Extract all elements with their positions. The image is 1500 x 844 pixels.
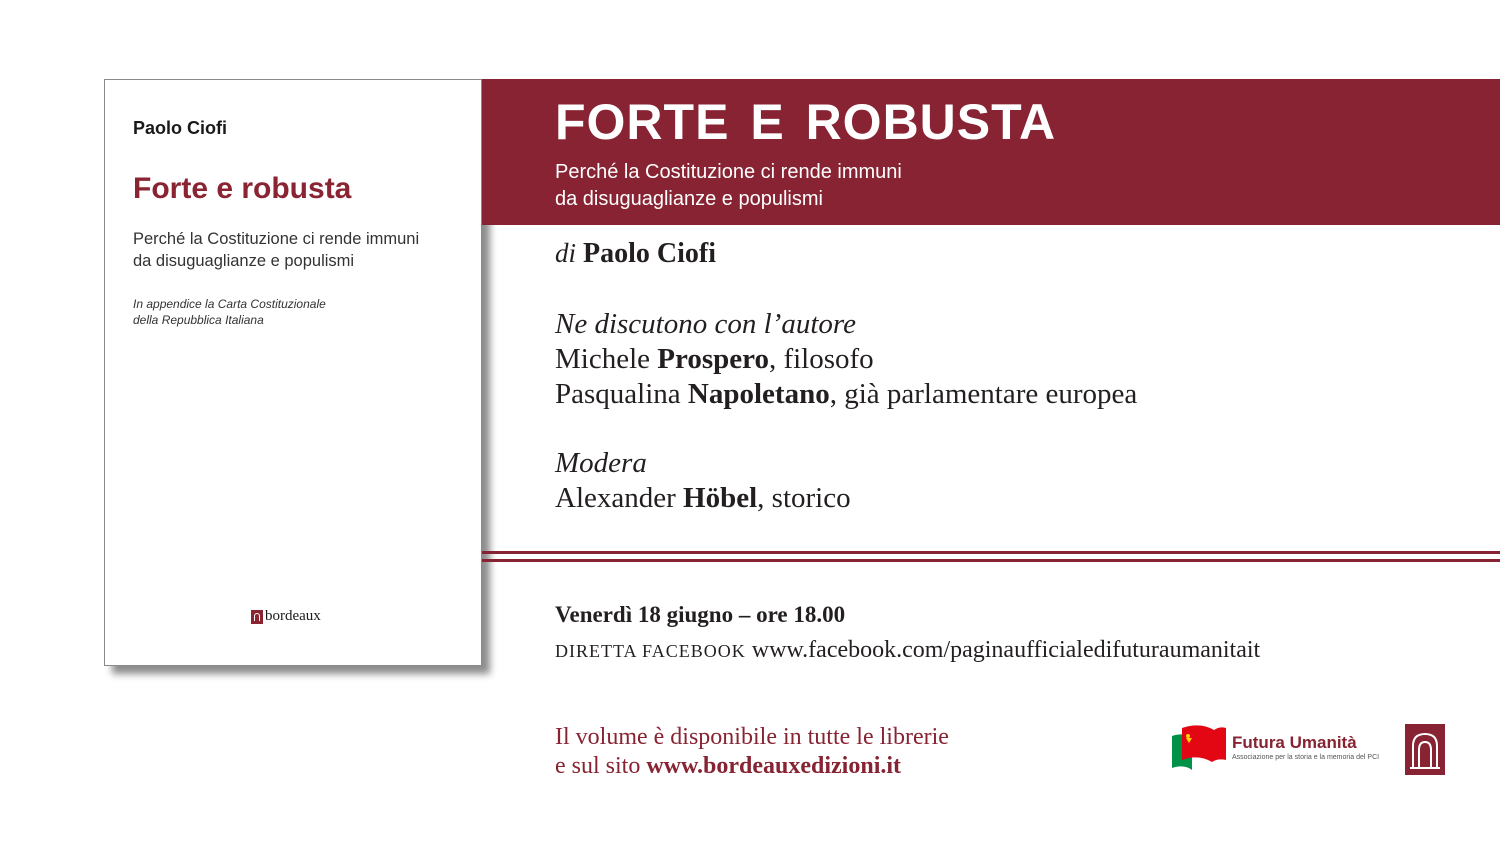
speaker-last-name: Prospero xyxy=(657,343,769,375)
publisher-site-link[interactable]: www.bordeauxedizioni.it xyxy=(646,753,902,779)
speaker-first-name: Pasqualina xyxy=(555,378,688,410)
book-author: Paolo Ciofi xyxy=(133,118,227,138)
event-subtitle-line: da disuguaglianze e populismi xyxy=(555,188,823,210)
event-title: FORTE E ROBUSTA xyxy=(555,94,1057,150)
book-subtitle-line: da disuguaglianze e populismi xyxy=(133,252,355,270)
speaker-last-name: Napoletano xyxy=(687,378,830,410)
divider-rule xyxy=(482,559,1500,562)
moderator-line xyxy=(555,482,851,515)
byline-author: Paolo Ciofi xyxy=(583,238,717,269)
speaker-role: , filosofo xyxy=(768,343,874,375)
live-info xyxy=(555,637,1260,664)
speaker-line xyxy=(555,343,874,376)
flag-icon xyxy=(1170,722,1227,772)
futura-name: Futura Umanità xyxy=(1232,733,1357,752)
book-note-line: della Repubblica Italiana xyxy=(133,313,264,327)
speaker-role: , già parlamentare europea xyxy=(829,378,1138,410)
availability-line xyxy=(555,752,949,781)
speaker-first-name: Michele xyxy=(555,343,658,375)
book-note-line: In appendice la Carta Costituzionale xyxy=(133,297,326,311)
header-band xyxy=(482,79,1500,225)
book-subtitle xyxy=(133,228,463,272)
publisher-mark-icon xyxy=(251,610,263,624)
book-cover xyxy=(104,79,482,666)
moderator-role: , storico xyxy=(757,482,851,514)
live-url-link[interactable]: www.facebook.com/paginaufficialedifuturaumanitait xyxy=(751,637,1261,663)
bordeaux-logo-icon xyxy=(1405,724,1445,775)
book-subtitle-line: Perché la Costituzione ci rende immuni xyxy=(133,230,420,248)
divider-rule xyxy=(482,551,1500,554)
discussion-heading: Ne discutono con l’autore xyxy=(555,308,856,340)
publisher-name: bordeaux xyxy=(265,608,321,624)
speaker-line xyxy=(555,378,1137,411)
event-date: Venerdì 18 giugno – ore 18.00 xyxy=(555,602,846,627)
book-title: Forte e robusta xyxy=(133,172,352,205)
publisher-logo xyxy=(251,608,321,625)
book-note xyxy=(133,296,433,328)
availability-text xyxy=(555,723,949,781)
moderator-heading: Modera xyxy=(555,447,647,479)
moderator-first-name: Alexander xyxy=(555,482,684,514)
live-label: DIRETTA FACEBOOK xyxy=(555,641,746,661)
byline xyxy=(555,238,716,270)
byline-prefix: di xyxy=(555,238,577,268)
futura-umanita-logo xyxy=(1170,722,1379,772)
futura-tagline: Associazione per la storia e la memoria del PCI xyxy=(1232,754,1380,761)
availability-line: Il volume è disponibile in tutte le librerie xyxy=(555,724,949,750)
event-subtitle-line: Perché la Costituzione ci rende immuni xyxy=(555,161,902,183)
moderator-last-name: Höbel xyxy=(683,482,758,514)
event-subtitle xyxy=(555,159,902,213)
availability-prefix: e sul sito xyxy=(555,753,647,779)
